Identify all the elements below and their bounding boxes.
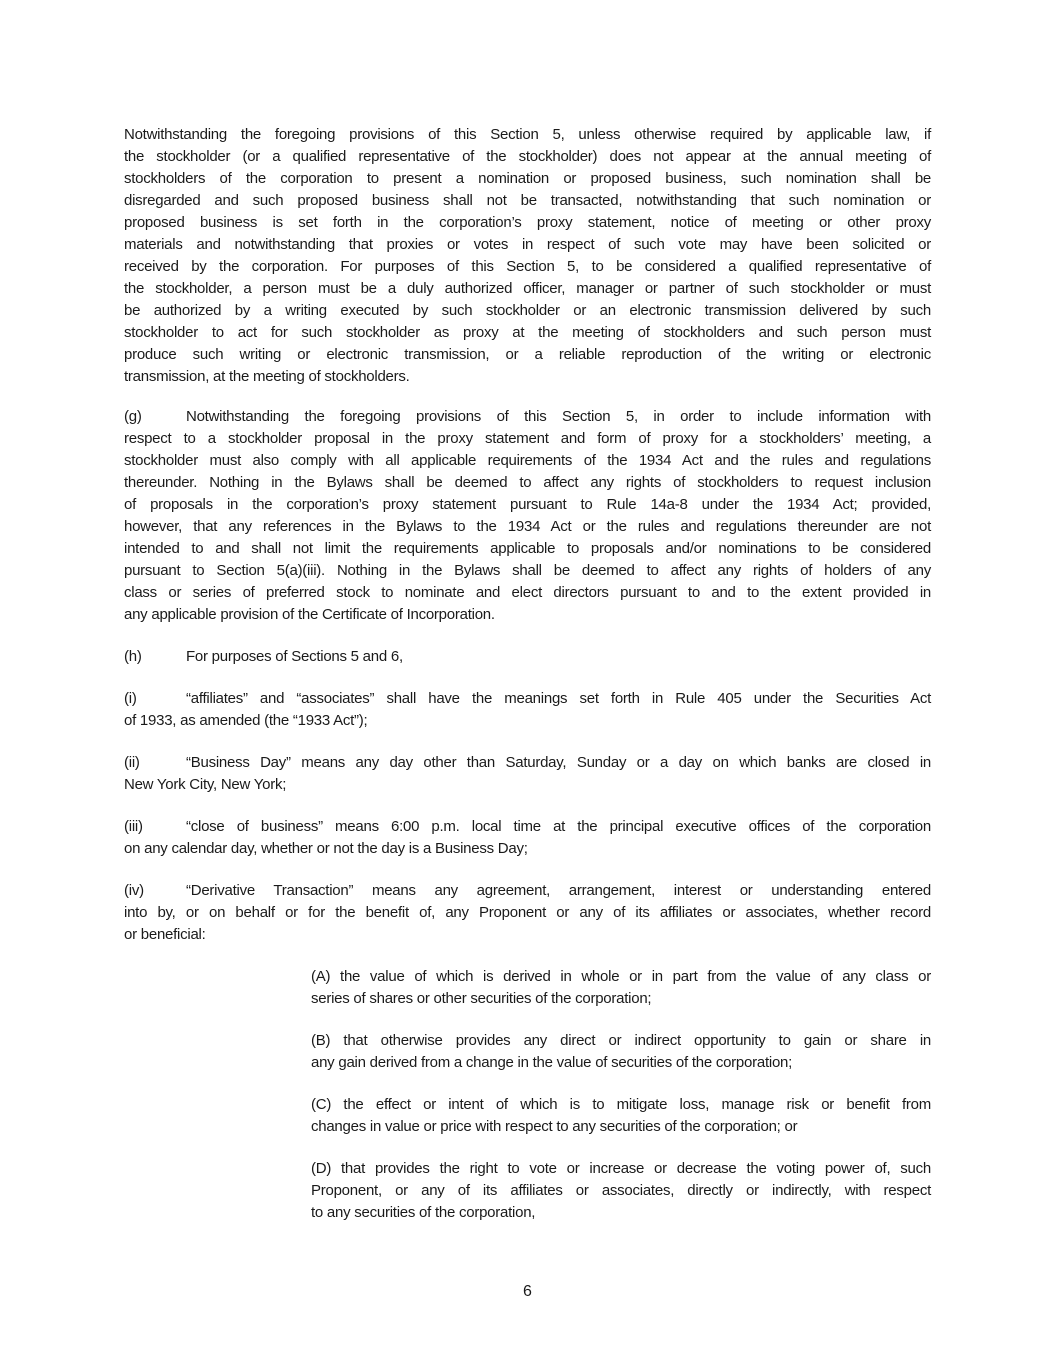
line-text: of 1933, as amended (the “1933 Act”); [124, 712, 368, 729]
text-line [124, 560, 931, 582]
line-text: “affiliates” and “associates” shall have the meanings set forth in Rule 405 under the Securities Act [186, 690, 931, 707]
text-line [124, 924, 931, 946]
text-line [124, 688, 931, 710]
line-text: “close of business” means 6:00 p.m. local time at the principal executive offices of the corporation [186, 818, 931, 835]
line-text: Notwithstanding the foregoing provisions of this Section 5, unless otherwise required by applicable law, if [124, 126, 931, 143]
text-line [311, 1094, 931, 1116]
paragraph [124, 406, 931, 626]
paragraph [311, 1094, 931, 1138]
line-text: be authorized by a writing executed by such stockholder or an electronic transmission delivered by such [124, 302, 931, 319]
paragraph-label: (i) [124, 690, 137, 707]
line-text: to any securities of the corporation, [311, 1204, 536, 1221]
line-text: (B) that otherwise provides any direct or indirect opportunity to gain or share in [311, 1032, 931, 1049]
line-text: respect to a stockholder proposal in the proxy statement and form of proxy for a stockholders’ meeting, a [124, 430, 931, 447]
line-text: “Derivative Transaction” means any agreement, arrangement, interest or understanding entered [186, 882, 931, 899]
line-text: thereunder. Nothing in the Bylaws shall be deemed to affect any rights of stockholders to request inclusion [124, 474, 931, 491]
line-text: stockholder must also comply with all applicable requirements of the 1934 Act and the rules and regulations [124, 452, 931, 469]
paragraph [311, 1030, 931, 1074]
text-line [124, 322, 931, 344]
text-line [124, 472, 931, 494]
line-text: (D) that provides the right to vote or increase or decrease the voting power of, such [311, 1160, 931, 1177]
text-line [124, 752, 931, 774]
text-line [124, 582, 931, 604]
text-line [124, 406, 931, 428]
line-text: pursuant to Section 5(a)(iii). Nothing in the Bylaws shall be deemed to affect any rights of holders of any [124, 562, 931, 579]
text-line [124, 300, 931, 322]
text-line [124, 212, 931, 234]
paragraph [124, 816, 931, 860]
text-line [124, 494, 931, 516]
line-text: For purposes of Sections 5 and 6, [186, 648, 403, 665]
line-text: class or series of preferred stock to nominate and elect directors pursuant to and to the extent provided in [124, 584, 931, 601]
text-line [124, 450, 931, 472]
line-text: series of shares or other securities of the corporation; [311, 990, 652, 1007]
line-text: “Business Day” means any day other than Saturday, Sunday or a day on which banks are closed in [186, 754, 931, 771]
line-text: the stockholder, a person must be a duly authorized officer, manager or partner of such stockholder or must [124, 280, 931, 297]
line-text: into by, or on behalf or for the benefit of, any Proponent or any of its affiliates or associates, whether record [124, 904, 931, 921]
line-text: intended to and shall not limit the requirements applicable to proposals and/or nominations to be considered [124, 540, 931, 557]
line-text: (C) the effect or intent of which is to mitigate loss, manage risk or benefit from [311, 1096, 931, 1113]
text-line [124, 880, 931, 902]
line-text: any gain derived from a change in the value of securities of the corporation; [311, 1054, 793, 1071]
text-line [311, 1116, 931, 1138]
text-line [124, 902, 931, 924]
text-line [311, 1030, 931, 1052]
line-text: however, that any references in the Bylaws to the 1934 Act or the rules and regulations thereunder are not [124, 518, 931, 535]
text-line [311, 1158, 931, 1180]
paragraph [124, 688, 931, 732]
paragraph [124, 752, 931, 796]
line-text: Notwithstanding the foregoing provisions of this Section 5, in order to include information with [186, 408, 931, 425]
text-line [311, 1180, 931, 1202]
paragraph [124, 880, 931, 946]
page-number: 6 [523, 1283, 532, 1300]
line-text: any applicable provision of the Certificate of Incorporation. [124, 606, 495, 623]
paragraph [311, 1158, 931, 1224]
line-text: stockholder to act for such stockholder as proxy at the meeting of stockholders and such person must [124, 324, 931, 341]
line-text: received by the corporation. For purposes of this Section 5, to be considered a qualified representative of [124, 258, 931, 275]
text-line [124, 366, 931, 388]
text-line [124, 428, 931, 450]
paragraph [124, 646, 931, 668]
text-line [124, 256, 931, 278]
line-text: proposed business is set forth in the corporation’s proxy statement, notice of meeting or other proxy [124, 214, 931, 231]
line-text: or beneficial: [124, 926, 206, 943]
text-line [311, 1202, 931, 1224]
text-line [124, 538, 931, 560]
text-line [124, 774, 931, 796]
line-text: materials and notwithstanding that proxies or votes in respect of such vote may have been solicited or [124, 236, 931, 253]
text-line [124, 816, 931, 838]
line-text: changes in value or price with respect to any securities of the corporation; or [311, 1118, 798, 1135]
text-line [124, 344, 931, 366]
line-text: disregarded and such proposed business shall not be transacted, notwithstanding that such nomination or [124, 192, 931, 209]
text-line [124, 234, 931, 256]
text-line [124, 710, 931, 732]
text-line [124, 278, 931, 300]
text-line [124, 190, 931, 212]
line-text: transmission, at the meeting of stockholders. [124, 368, 410, 385]
text-line [124, 124, 931, 146]
line-text: New York City, New York; [124, 776, 287, 793]
text-line [311, 988, 931, 1010]
line-text: of proposals in the corporation’s proxy statement pursuant to Rule 14a-8 under the 1934 Act; provided, [124, 496, 931, 513]
paragraph-label: (iv) [124, 882, 144, 899]
paragraph [124, 124, 931, 388]
text-line [124, 838, 931, 860]
text-line [124, 168, 931, 190]
line-text: on any calendar day, whether or not the day is a Business Day; [124, 840, 528, 857]
line-text: stockholders of the corporation to present a nomination or proposed business, such nomination shall be [124, 170, 931, 187]
text-line [124, 146, 931, 168]
text-line [124, 646, 931, 668]
line-text: produce such writing or electronic transmission, or a reliable reproduction of the writing or electronic [124, 346, 931, 363]
text-line [311, 966, 931, 988]
text-line [124, 516, 931, 538]
line-text: the stockholder (or a qualified representative of the stockholder) does not appear at the annual meeting of [124, 148, 931, 165]
line-text: (A) the value of which is derived in whole or in part from the value of any class or [311, 968, 931, 985]
paragraph-label: (g) [124, 408, 142, 425]
paragraph-label: (iii) [124, 818, 143, 835]
paragraph-label: (ii) [124, 754, 140, 771]
text-line [311, 1052, 931, 1074]
paragraph-label: (h) [124, 648, 142, 665]
paragraph [311, 966, 931, 1010]
text-line [124, 604, 931, 626]
line-text: Proponent, or any of its affiliates or associates, directly or indirectly, with respect [311, 1182, 931, 1199]
